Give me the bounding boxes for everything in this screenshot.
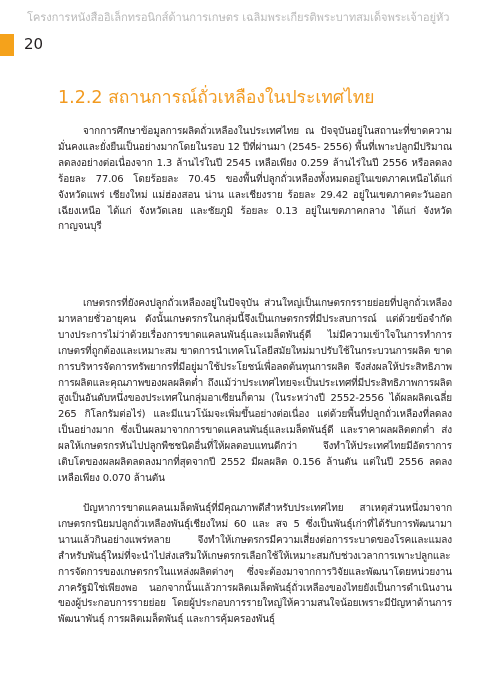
- page-number: 20: [24, 35, 44, 53]
- body-paragraph: ปัญหาการขาดแคลนเมล็ดพันธุ์ที่มีคุณภาพดีสำหรับประเทศไทย สาเหตุส่วนหนึ่งมาจากเกษตรกรนิยมปลูกถั่วเหลืองพันธุ์เชียงใหม่ 60 และ สจ 5 ซึ่งเป็นพันธุ์เก่าที่ได้รับการพัฒนามานานแล้วกินอย่างแพร่หลาย จึงทำให้เกษตรกรมีความเสี่ยงต่อการระบาดของโรคและแมลง สำหรับพันธุ์ใหม่ที่จะนำไปส่งเสริมให้เกษตรกรเลือกใช้ให้เหมาะสมกับช่วงเวลาการเพาะปลูกและการจัดการของเกษตรกรในแหล่งผลิตต่างๆ ซึ่งจะต้องมาจากการวิจัยและพัฒนาโดยหน่วยงานภาครัฐมิใช่เพียงพอ นอกจากนั้นแล้วการผลิตเมล็ดพันธุ์ถั่วเหลืองของไทยยังเป็นการดำเนินงานของผู้ประกอบการรายย่อย โดยผู้ประกอบการรายใหญ่ให้ความสนใจน้อยเพราะมีปัญหาด้านการพัฒนาพันธุ์ การผลิตเมล็ดพันธุ์ และการคุ้มครองพันธุ์: [58, 503, 452, 626]
- running-header: โครงการหนังสืออิเล็กทรอนิกส์ด้านการเกษตร เฉลิมพระเกียรติพระบาทสมเด็จพระเจ้าอยู่หัว: [27, 11, 450, 24]
- page-tab-marker: [0, 34, 14, 56]
- section-title: 1.2.2 สถานการณ์ถั่วเหลืองในประเทศไทย: [58, 88, 375, 108]
- body-paragraph: จากการศึกษาข้อมูลการผลิตถั่วเหลืองในประเทศไทย ณ ปัจจุบันอยู่ในสถานะที่ขาดความมั่นคงและยั่งยืนเป็นอย่างมากโดยในรอบ 12 ปีที่ผ่านมา (2545- 2556) พื้นที่เพาะปลูกมีปริมาณลดลงอย่างต่อเนื่องจาก 1.3 ล้านไร่ในปี 2545 เหลือเพียง 0.259 ล้านไร่ในปี 2556 หรือลดลงร้อยละ 77.06 โดยร้อยละ 70.45 ของพื้นที่ปลูกถั่วเหลืองทั้งหมดอยู่ในเขตภาคเหนือได้แก่ จังหวัดแพร่ เชียงใหม่ แม่ฮ่องสอน น่าน และเชียงราย ร้อยละ 29.42 อยู่ในเขตภาคตะวันออกเฉียงเหนือ ได้แก่ จังหวัดเลย และชัยภูมิ ร้อยละ 0.13 อยู่ในเขตภาคกลาง ได้แก่ จังหวัดกาญจนบุรี: [58, 126, 453, 233]
- body-paragraph: เกษตรกรที่ยังคงปลูกถั่วเหลืองอยู่ในปัจจุบัน ส่วนใหญ่เป็นเกษตรกรรายย่อยที่ปลูกถั่วเหลืองมาหลายชั่วอายุคน ดังนั้นเกษตรกรในกลุ่มนี้จึงเป็นเกษตรกรที่มีประสบการณ์ แต่ด้วยข้อจำกัดบางประการไม่ว่าด้วยเรื่องการขาดแคลนพันธุ์และเมล็ดพันธุ์ดี ไม่มีความเข้าใจในการทำการเกษตรที่ถูกต้องและเหมาะสม ขาดการนำเทคโนโลยีสมัยใหม่มาปรับใช้ในกระบวนการผลิต ขาดการบริหารจัดการทรัพยากรที่มีอยู่มาใช้ประโยชน์เพื่อลดต้นทุนการผลิต จึงส่งผลให้ประสิทธิภาพการผลิตและคุณภาพของผลผลิตต่ำ ถึงแม้ว่าประเทศไทยจะเป็นประเทศที่มีประสิทธิภาพการผลิตสูงเป็นอันดับหนึ่งของประเทศในกลุ่มอาเซียนก็ตาม (ในระหว่างปี 2552-2556 ได้ผลผลิตเฉลี่ย 265 กิโลกรัมต่อไร่) และมีแนวโน้มจะเพิ่มขึ้นอย่างต่อเนื่อง แต่ด้วยพื้นที่ปลูกถั่วเหลืองที่ลดลงเป็นอย่างมาก ซึ่งเป็นผลมาจากการขาดแคลนพันธุ์และเมล็ดพันธุ์ดี และราคาผลผลิตตกต่ำ ส่งผลให้เกษตรกรหันไปปลูกพืชชนิดอื่นที่ให้ผลตอบแทนดีกว่า จึงทำให้ประเทศไทยมีอัตราการเติบโตของผลผลิตลดลงมากที่สุดจากปี 2552 มีผลผลิต 0.156 ล้านตัน แต่ในปี 2556 ลดลงเหลือเพียง 0.070 ล้านตัน: [58, 298, 452, 484]
